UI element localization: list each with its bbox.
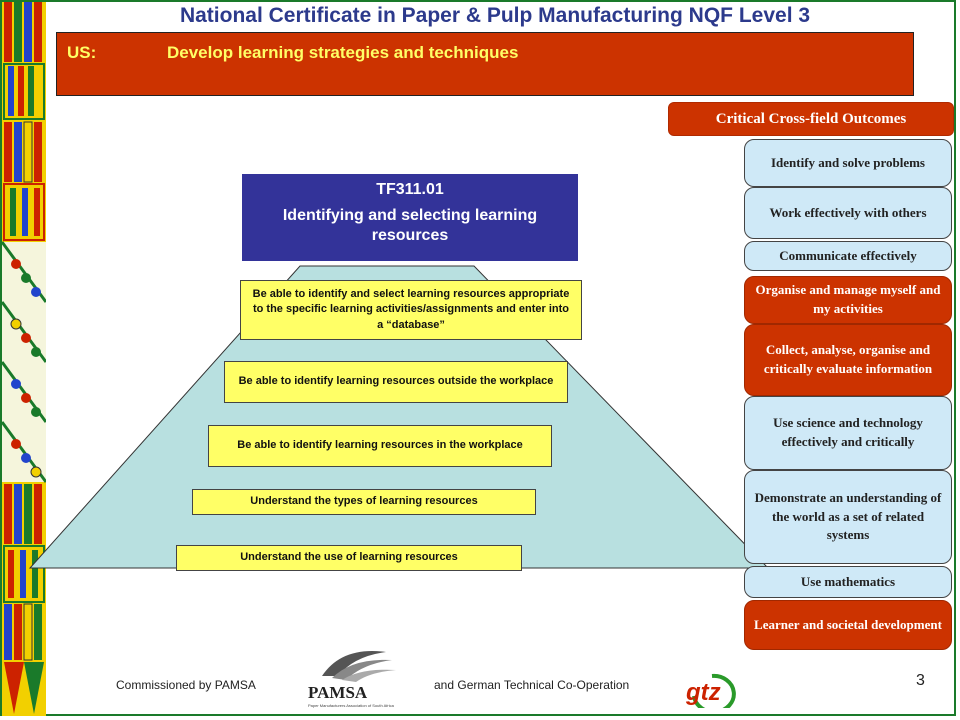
ccfo-item-7: Demonstrate an understanding of the world as a set of related systems [744,470,952,564]
gtz-logo [684,666,752,708]
footer-commissioned: Commissioned by PAMSA [116,678,256,692]
tf-code: TF311.01 [376,181,444,198]
outcome-box-5: Understand the use of learning resources [176,545,522,571]
outcome-box-2: Be able to identify learning resources outside the workplace [224,361,568,403]
outcome-box-4: Understand the types of learning resources [192,489,536,515]
outcome-box-1: Be able to identify and select learning resources appropriate to the specific learning activities/assignments and enter into a “database” [240,280,582,340]
ccfo-item-8: Use mathematics [744,566,952,598]
ccfo-item-6: Use science and technology effectively and critically [744,396,952,470]
us-title: Develop learning strategies and techniques [167,43,519,62]
pamsa-logo-subtext: Paper Manufacturers Association of South Africa [308,703,394,708]
ccfo-item-3: Communicate effectively [744,241,952,271]
tf-title: Identifying and selecting learning resources [282,207,538,244]
footer-gtz-credit: and German Technical Co-Operation [434,678,630,692]
ccfo-item-1: Identify and solve problems [744,139,952,187]
ccfo-item-5: Collect, analyse, organise and critically evaluate information [744,324,952,396]
ccfo-item-4: Organise and manage myself and my activities [744,276,952,324]
ccfo-heading: Critical Cross-field Outcomes [668,102,954,136]
page-number: 3 [916,672,925,689]
ccfo-item-9: Learner and societal development [744,600,952,650]
us-label: US: [67,43,97,62]
pamsa-logo-text: PAMSA [308,683,368,702]
tf-box [242,174,578,261]
gtz-logo-text: gtz [686,679,721,706]
outcome-box-3: Be able to identify learning resources in the workplace [208,425,552,467]
slide-title: National Certificate in Paper & Pulp Manufacturing NQF Level 3 [179,4,811,27]
pamsa-logo [302,646,406,710]
ccfo-item-2: Work effectively with others [744,187,952,239]
